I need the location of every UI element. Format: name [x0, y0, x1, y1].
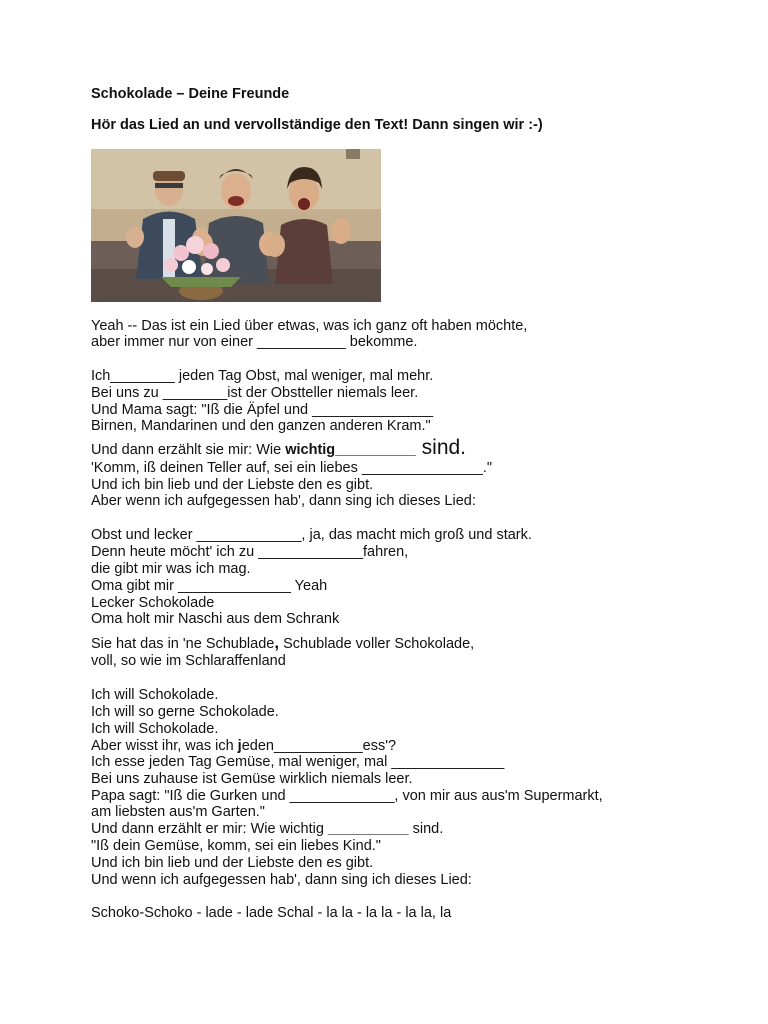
lyric-line: Lecker Schokolade: [91, 595, 215, 611]
lyric-line: Und ich bin lieb und der Liebste den es gibt.: [91, 855, 374, 871]
lyric-line: die gibt mir was ich mag.: [91, 561, 251, 577]
lyric-line: Yeah -- Das ist ein Lied über etwas, was ich ganz oft haben möchte,: [91, 318, 528, 334]
lyric-line: Oma holt mir Naschi aus dem Schrank: [91, 611, 340, 627]
lyric-text: Und dann erzählt er mir: Wie wichtig: [91, 821, 328, 837]
lyric-line: Ich will Schokolade.: [91, 687, 219, 703]
lyric-line: 'Komm, iß deinen Teller auf, sei ein liebes _______________.": [91, 460, 493, 476]
lyric-fill-blank: __________: [327, 821, 409, 837]
lyric-line: Schoko-Schoko - lade - lade Schal - la la - la la - la la, la: [91, 905, 452, 921]
lyric-line: "Iß dein Gemüse, komm, sei ein liebes Kind.": [91, 838, 381, 854]
lyric-text: eden___________ess'?: [241, 738, 397, 754]
lyric-line: Bei uns zuhause ist Gemüse wirklich niemals leer.: [91, 771, 413, 787]
lyric-text: Aber wisst ihr, was ich: [91, 738, 238, 754]
lyric-line: Ich will Schokolade.: [91, 721, 219, 737]
lyric-line: [91, 436, 467, 459]
lyric-text: sind.: [408, 821, 444, 837]
lyric-line: Und ich bin lieb und der Liebste den es gibt.: [91, 477, 374, 493]
lyric-line: Oma gibt mir ______________ Yeah: [91, 578, 328, 594]
band-photo-image: [91, 149, 381, 302]
lyric-line: Aber wenn ich aufgegessen hab', dann sing ich dieses Lied:: [91, 493, 476, 509]
lyric-text: Sie hat das in 'ne Schublade: [91, 636, 275, 652]
lyric-text: Schublade voller Schokolade,: [279, 636, 475, 652]
lyric-line: voll, so wie im Schlaraffenland: [91, 653, 286, 669]
lyric-text: sind.: [415, 436, 467, 459]
lyric-line: Und wenn ich aufgegessen hab', dann sing ich dieses Lied:: [91, 872, 472, 888]
band-photo-illustration: [91, 149, 381, 302]
lyric-text: ,: [274, 633, 280, 652]
lyric-line: am liebsten aus'm Garten.": [91, 804, 265, 820]
lyric-line: Papa sagt: "Iß die Gurken und _____________, von mir aus aus'm Supermarkt,: [91, 788, 603, 804]
lyric-line: [91, 738, 396, 755]
worksheet-instruction: Hör das Lied an und vervollständige den Text! Dann singen wir :-): [91, 117, 543, 133]
worksheet-title: Schokolade – Deine Freunde: [91, 86, 290, 102]
lyric-line: Obst und lecker _____________, ja, das macht mich groß und stark.: [91, 527, 532, 543]
lyric-line: Ich will so gerne Schokolade.: [91, 704, 279, 720]
lyric-line: [91, 634, 474, 653]
lyric-line: Bei uns zu ________ist der Obstteller niemals leer.: [91, 385, 419, 401]
lyric-text: j: [237, 738, 242, 754]
lyric-line: Denn heute möcht' ich zu _____________fahren,: [91, 544, 409, 560]
lyric-line: [91, 821, 443, 838]
lyric-line: Und Mama sagt: "Iß die Äpfel und _______________: [91, 402, 434, 418]
lyric-line: Birnen, Mandarinen und den ganzen anderen Kram.": [91, 418, 431, 434]
lyric-text: Und dann erzählt sie mir: Wie: [91, 442, 286, 458]
lyric-line: Ich________ jeden Tag Obst, mal weniger, mal mehr.: [91, 368, 434, 384]
lyric-fill-blank: wichtig__________: [285, 442, 416, 458]
lyric-line: Ich esse jeden Tag Gemüse, mal weniger, mal ______________: [91, 754, 505, 770]
lyric-line: aber immer nur von einer ___________ bekomme.: [91, 334, 418, 350]
